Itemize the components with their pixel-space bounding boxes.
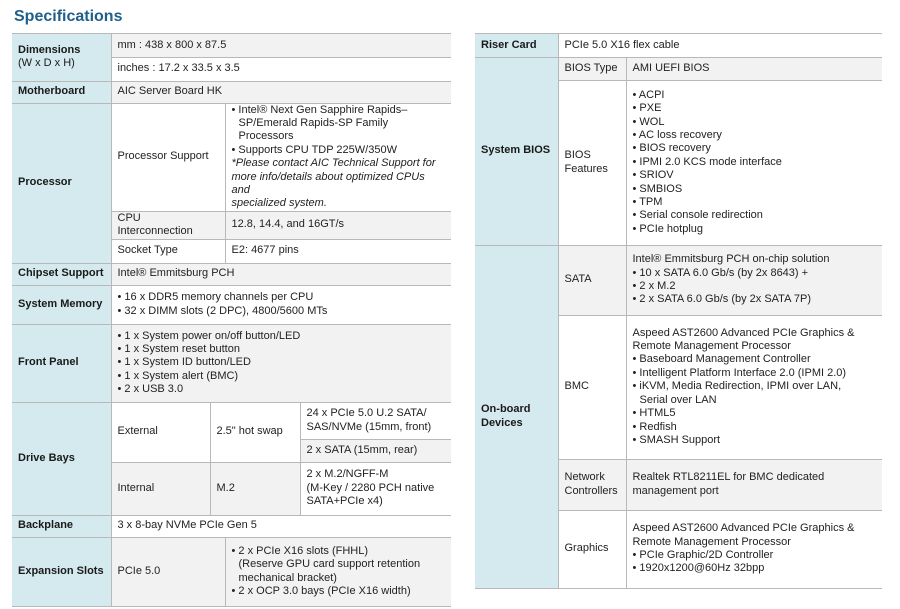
spec-table-left <box>12 34 451 607</box>
bios-features-label: BIOS Features <box>558 80 626 245</box>
motherboard-value: AIC Server Board HK <box>111 81 451 103</box>
row-header-riser: Riser Card <box>475 34 558 57</box>
drive-internal-value: 2 x M.2/NGFF-M (M-Key / 2280 PCH native SATA+PCIe x4) <box>300 462 451 515</box>
row-header-onboard: On-board Devices <box>475 245 558 588</box>
bmc-value: Aspeed AST2600 Advanced PCIe Graphics & Remote Management Processor • Baseboard Management Controller • Intelligent Platform Interface 2.0 (IPMI 2.0) • iKVM, Media Redirection, IPMI over LAN, Serial over LAN • HTML5 • Redfish • SMASH Support <box>626 315 882 459</box>
cpu-interconnect-value: 12.8, 14.4, and 16GT/s <box>225 211 451 239</box>
processor-support-label: Processor Support <box>111 103 225 211</box>
graphics-value: Aspeed AST2600 Advanced PCIe Graphics & Remote Management Processor • PCIe Graphic/2D Controller • 1920x1200@60Hz 32bpp <box>626 510 882 588</box>
row-header-expansion: Expansion Slots <box>12 537 111 606</box>
row-header-chipset: Chipset Support <box>12 263 111 285</box>
cpu-interconnect-label: CPU Interconnection <box>111 211 225 239</box>
drive-external-type: 2.5" hot swap <box>210 402 300 462</box>
backplane-value: 3 x 8-bay NVMe PCIe Gen 5 <box>111 515 451 537</box>
row-header-processor: Processor <box>12 103 111 263</box>
row-header-backplane: Backplane <box>12 515 111 537</box>
chipset-value: Intel® Emmitsburg PCH <box>111 263 451 285</box>
riser-value: PCIe 5.0 X16 flex cable <box>558 34 882 57</box>
expansion-value: • 2 x PCIe X16 slots (FHHL) (Reserve GPU card support retention mechanical bracket) • 2 x OCP 3.0 bays (PCIe X16 width) <box>225 537 451 606</box>
dimensions-mm: mm : 438 x 800 x 87.5 <box>111 34 451 57</box>
dimensions-inches: inches : 17.2 x 33.5 x 3.5 <box>111 57 451 81</box>
memory-value: • 16 x DDR5 memory channels per CPU • 32 x DIMM slots (2 DPC), 4800/5600 MTs <box>111 285 451 324</box>
processor-support-value: • Intel® Next Gen Sapphire Rapids– SP/Emerald Rapids-SP Family Processors • Supports CPU TDP 225W/350W *Please contact AIC Technical Support for more info/details about optimized CPUs and specialized system. <box>225 103 451 211</box>
bios-type-value: AMI UEFI BIOS <box>626 57 882 80</box>
drive-external-value-1: 24 x PCIe 5.0 U.2 SATA/ SAS/NVMe (15mm, front) <box>300 402 451 439</box>
network-value: Realtek RTL8211EL for BMC dedicated management port <box>626 459 882 510</box>
row-header-dimensions: Dimensions (W x D x H) <box>12 34 111 81</box>
row-header-motherboard: Motherboard <box>12 81 111 103</box>
row-header-front-panel: Front Panel <box>12 324 111 402</box>
front-panel-value: • 1 x System power on/off button/LED • 1 x System reset button • 1 x System ID button/LED • 1 x System alert (BMC) • 2 x USB 3.0 <box>111 324 451 402</box>
graphics-label: Graphics <box>558 510 626 588</box>
bios-features-value: • ACPI • PXE • WOL • AC loss recovery • BIOS recovery • IPMI 2.0 KCS mode interface • SRIOV • SMBIOS • TPM • Serial console redirection • PCIe hotplug <box>626 80 882 245</box>
socket-type-label: Socket Type <box>111 239 225 263</box>
row-header-bios: System BIOS <box>475 57 558 245</box>
drive-external-label: External <box>111 402 210 462</box>
drive-internal-label: Internal <box>111 462 210 515</box>
sata-value: Intel® Emmitsburg PCH on-chip solution • 10 x SATA 6.0 Gb/s (by 2x 8643) + • 2 x M.2 • 2 x SATA 6.0 Gb/s (by 2x SATA 7P) <box>626 245 882 315</box>
socket-type-value: E2: 4677 pins <box>225 239 451 263</box>
drive-external-value-2: 2 x SATA (15mm, rear) <box>300 439 451 462</box>
row-header-memory: System Memory <box>12 285 111 324</box>
bmc-label: BMC <box>558 315 626 459</box>
expansion-label: PCIe 5.0 <box>111 537 225 606</box>
network-label: Network Controllers <box>558 459 626 510</box>
row-header-drive-bays: Drive Bays <box>12 402 111 515</box>
bios-type-label: BIOS Type <box>558 57 626 80</box>
spec-table-right <box>475 34 882 589</box>
page-title: Specifications <box>14 8 123 25</box>
drive-internal-type: M.2 <box>210 462 300 515</box>
sata-label: SATA <box>558 245 626 315</box>
